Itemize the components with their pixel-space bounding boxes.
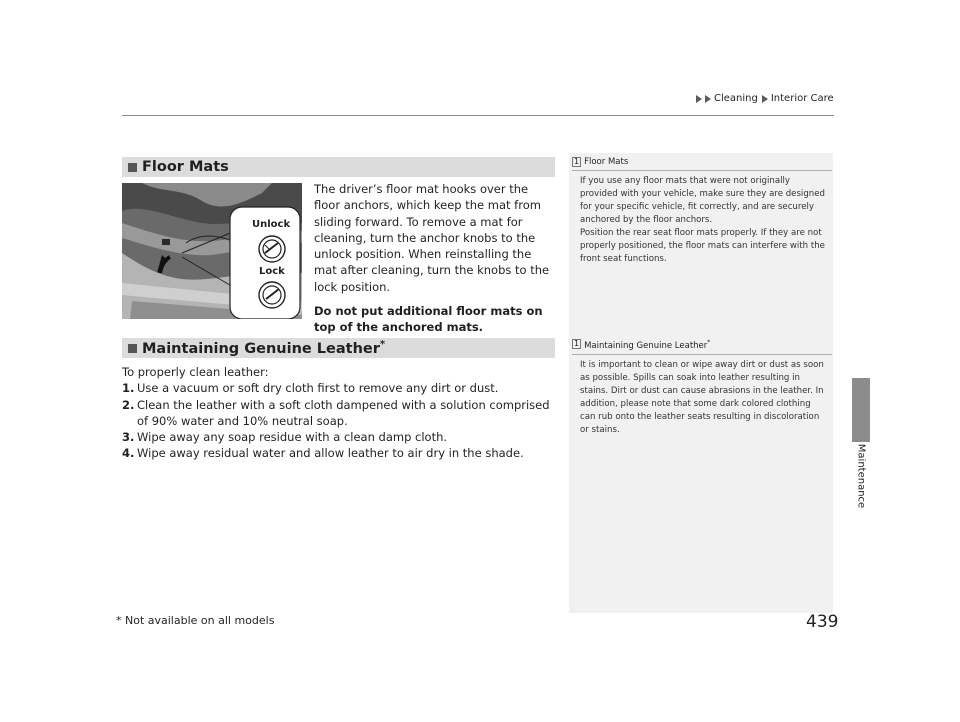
floor-mats-warning: Do not put additional floor mats on top of the anchored mats. — [314, 304, 543, 335]
note-title: Floor Mats — [584, 157, 629, 167]
list-item — [122, 397, 562, 430]
chapter-tab-text: Maintenance — [855, 443, 867, 509]
section-square-icon — [128, 163, 137, 172]
step-number: 3. — [122, 430, 135, 445]
unlock-label: Unlock — [252, 219, 291, 230]
note-title: Maintaining Genuine Leather* — [584, 339, 711, 351]
step-text: Clean the leather with a soft cloth dampened with a solution comprised of 90% water and 10% neutral soap. — [137, 397, 550, 428]
step-number: 4. — [122, 446, 135, 461]
note-paragraph: Position the rear seat floor mats properly. If they are not properly positioned, the floor mats can interfere with the front seat functions. — [580, 228, 825, 264]
note-leather-body — [572, 355, 825, 437]
list-item — [122, 380, 562, 396]
floor-mats-title: Floor Mats — [142, 159, 229, 175]
step-text: Wipe away residual water and allow leather to air dry in the shade. — [137, 446, 524, 461]
note-leather-heading — [572, 339, 832, 351]
note-paragraph: If you use any floor mats that were not originally provided with your vehicle, make sure they are designed for your specific vehicle, fit correctly, and are securely anchored by the floor anchors. — [580, 176, 825, 225]
note-floor-mats — [572, 157, 832, 266]
chapter-tab-marker — [852, 378, 870, 442]
breadcrumb — [696, 93, 834, 104]
note-leather — [572, 339, 832, 437]
page-number: 439 — [806, 612, 839, 632]
note-marker-icon: 1 — [574, 339, 580, 348]
leather-intro: To properly clean leather: — [122, 365, 269, 379]
step-text: Wipe away any soap residue with a clean damp cloth. — [137, 430, 448, 445]
floor-mats-heading — [122, 157, 555, 177]
note-floor-mats-heading — [572, 157, 832, 167]
step-number: 1. — [122, 381, 135, 396]
floor-mat-anchor-figure — [122, 183, 302, 319]
leather-title: Maintaining Genuine Leather* — [142, 339, 386, 357]
note-marker-icon: 1 — [574, 157, 580, 166]
leather-instructions — [122, 364, 562, 462]
header-rule — [122, 115, 834, 116]
breadcrumb-item-interior-care[interactable]: Interior Care — [770, 93, 834, 104]
list-item — [122, 445, 562, 461]
step-number: 2. — [122, 397, 135, 412]
breadcrumb-item-cleaning[interactable]: Cleaning — [714, 93, 758, 104]
floor-mats-paragraph: The driver’s floor mat hooks over the floor anchors, which keep the mat from sliding forward. To remove a mat for cleaning, turn the anchor knobs to the unlock position. When reinstalling the mat after cleaning, turn the knobs to the lock position. — [314, 182, 550, 294]
note-floor-mats-body — [572, 171, 825, 266]
arrow-right-icon — [762, 95, 768, 103]
list-item — [122, 429, 562, 445]
section-square-icon — [128, 344, 137, 353]
arrow-right-icon — [696, 95, 702, 103]
footnote: * Not available on all models — [116, 614, 275, 627]
lock-label: Lock — [259, 266, 285, 277]
note-paragraph: It is important to clean or wipe away dirt or dust as soon as possible. Spills can soak into leather resulting in stains. Dirt or dust can cause abrasions in the leather. In addition, please note that some dark colored clothing can rub onto the leather seats resulting in discoloration or stains. — [580, 359, 824, 435]
step-text: Use a vacuum or soft dry cloth first to remove any dirt or dust. — [137, 381, 499, 396]
chapter-tab-label — [846, 443, 876, 509]
leather-heading — [122, 338, 555, 358]
floor-mats-body — [314, 181, 554, 336]
arrow-right-icon — [705, 95, 711, 103]
